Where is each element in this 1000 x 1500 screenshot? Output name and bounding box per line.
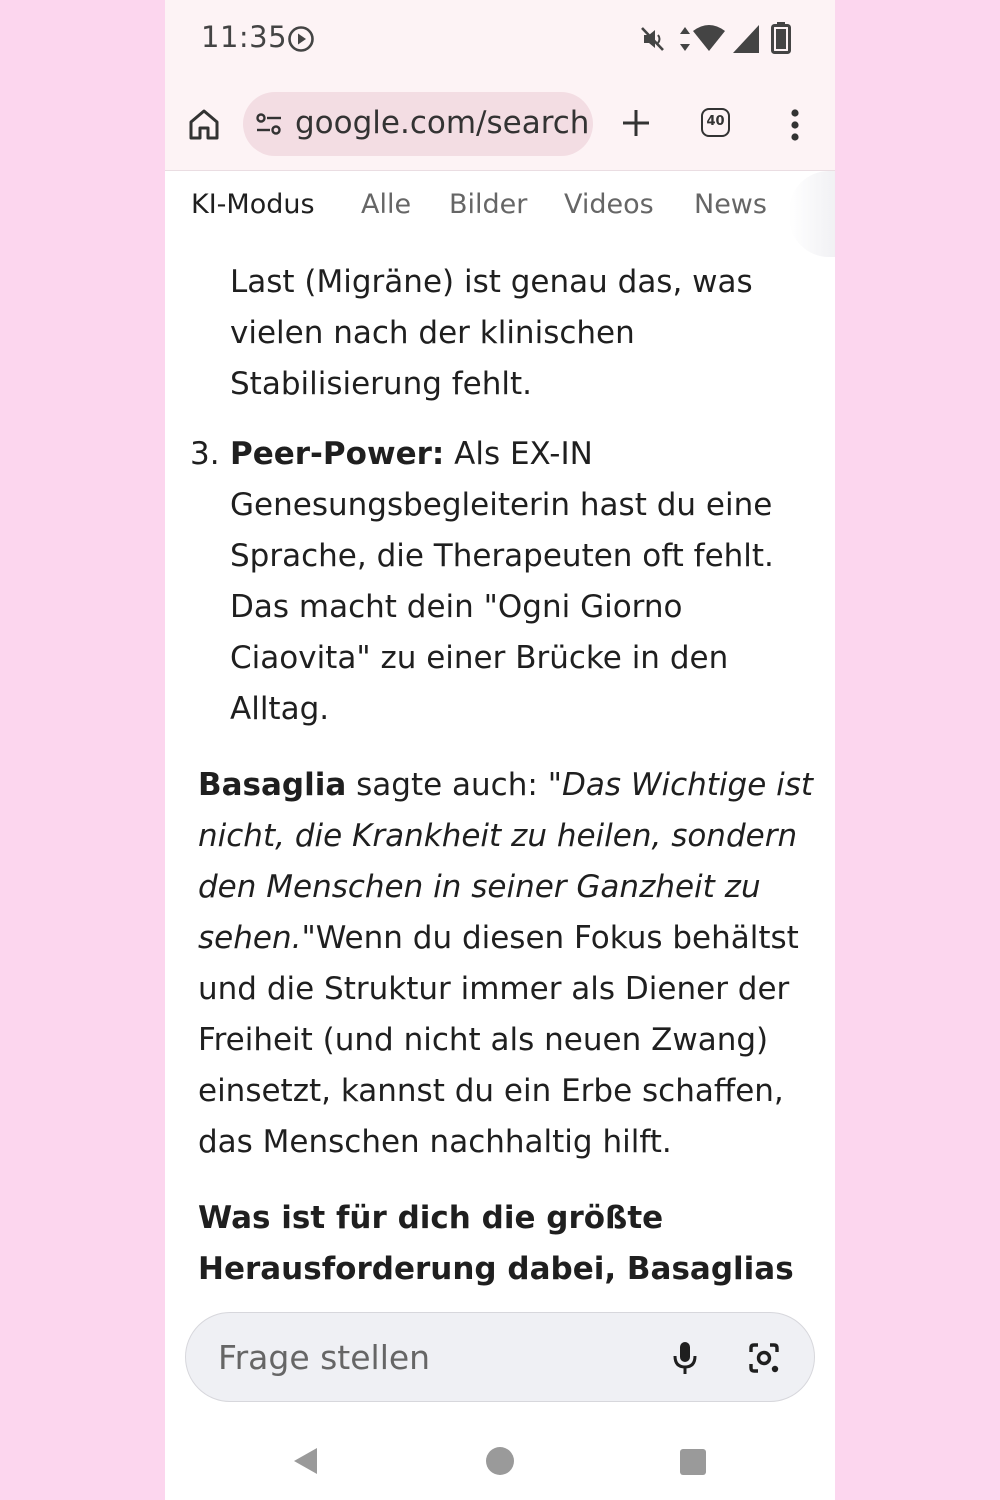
new-tab-icon[interactable]: [621, 108, 651, 138]
tabs-scroll-fade: [789, 171, 835, 257]
text-line: Stabilisierung fehlt.: [230, 366, 533, 402]
text-line: Ciaovita" zu einer Brücke in den: [230, 640, 729, 676]
url-text: google.com/search: [295, 105, 590, 141]
quote-paragraph: [198, 760, 813, 1168]
quote-author: Basaglia: [198, 767, 347, 803]
list-item-3-body: [230, 429, 774, 735]
text-segment: Wenn du diesen Fokus behältst: [315, 920, 799, 956]
home-icon[interactable]: [187, 107, 221, 141]
followup-question: [198, 1193, 794, 1295]
lens-camera-icon[interactable]: [747, 1341, 781, 1375]
tab-count: 40: [706, 114, 725, 129]
tab-bilder[interactable]: Bilder: [449, 189, 528, 220]
data-arrows-icon: [679, 26, 691, 52]
text-segment: sagte auch:: [346, 767, 548, 803]
system-nav-bar: [165, 1420, 835, 1500]
tab-videos[interactable]: Videos: [564, 189, 654, 220]
play-circle-icon: [287, 25, 315, 53]
text-line: und die Struktur immer als Diener der: [198, 971, 790, 1007]
tab-switcher-button[interactable]: [701, 108, 730, 137]
browser-toolbar: [165, 80, 835, 171]
text-line: das Menschen nachhaltig hilft.: [198, 1124, 672, 1160]
ai-answer-content: [165, 250, 835, 1300]
address-bar[interactable]: [243, 92, 593, 156]
text-line: Genesungsbegleiterin hast du eine: [230, 487, 773, 523]
ask-bar: [185, 1312, 815, 1402]
text-line: Alltag.: [230, 691, 330, 727]
text-line: Herausforderung dabei, Basaglias: [198, 1251, 794, 1287]
text-line: Das macht dein "Ogni Giorno: [230, 589, 683, 625]
text-line: Was ist für dich die größte: [198, 1200, 664, 1236]
status-time: 11:35: [201, 20, 288, 54]
quote-text: sehen.": [198, 920, 316, 956]
more-menu-icon[interactable]: [789, 108, 801, 142]
quote-text: nicht, die Krankheit zu heilen, sondern: [198, 818, 798, 854]
mute-icon: [639, 24, 667, 54]
text-line: Sprache, die Therapeuten oft fehlt.: [230, 538, 774, 574]
wifi-icon: [692, 24, 726, 52]
tab-news[interactable]: News: [694, 189, 767, 220]
search-tabs: [165, 171, 835, 247]
home-circle-icon[interactable]: [485, 1446, 515, 1476]
recents-icon[interactable]: [679, 1448, 707, 1476]
tab-ki-modus[interactable]: KI-Modus: [191, 189, 315, 220]
ask-input[interactable]: [216, 1329, 650, 1385]
text-line: Freiheit (und nicht als neuen Zwang): [198, 1022, 769, 1058]
battery-icon: [771, 22, 791, 54]
site-settings-icon[interactable]: [255, 112, 283, 136]
quote-text: den Menschen in seiner Ganzheit zu: [198, 869, 761, 905]
quote-text: "Das Wichtige ist: [547, 767, 814, 803]
text-line: einsetzt, kannst du ein Erbe schaffen,: [198, 1073, 784, 1109]
phone-screen: [165, 0, 835, 1500]
microphone-icon[interactable]: [672, 1341, 698, 1375]
text-segment: Als EX-IN: [444, 436, 593, 472]
text-line: vielen nach der klinischen: [230, 315, 635, 351]
list-item-2-tail: [230, 257, 753, 410]
text-line: Last (Migräne) ist genau das, was: [230, 264, 753, 300]
signal-icon: [732, 24, 760, 54]
item-heading: Peer-Power:: [230, 436, 445, 472]
back-icon[interactable]: [291, 1446, 321, 1476]
tab-alle[interactable]: Alle: [361, 189, 412, 220]
status-bar: [165, 0, 835, 80]
list-number: 3.: [190, 436, 220, 472]
list-item-3: [190, 429, 774, 735]
